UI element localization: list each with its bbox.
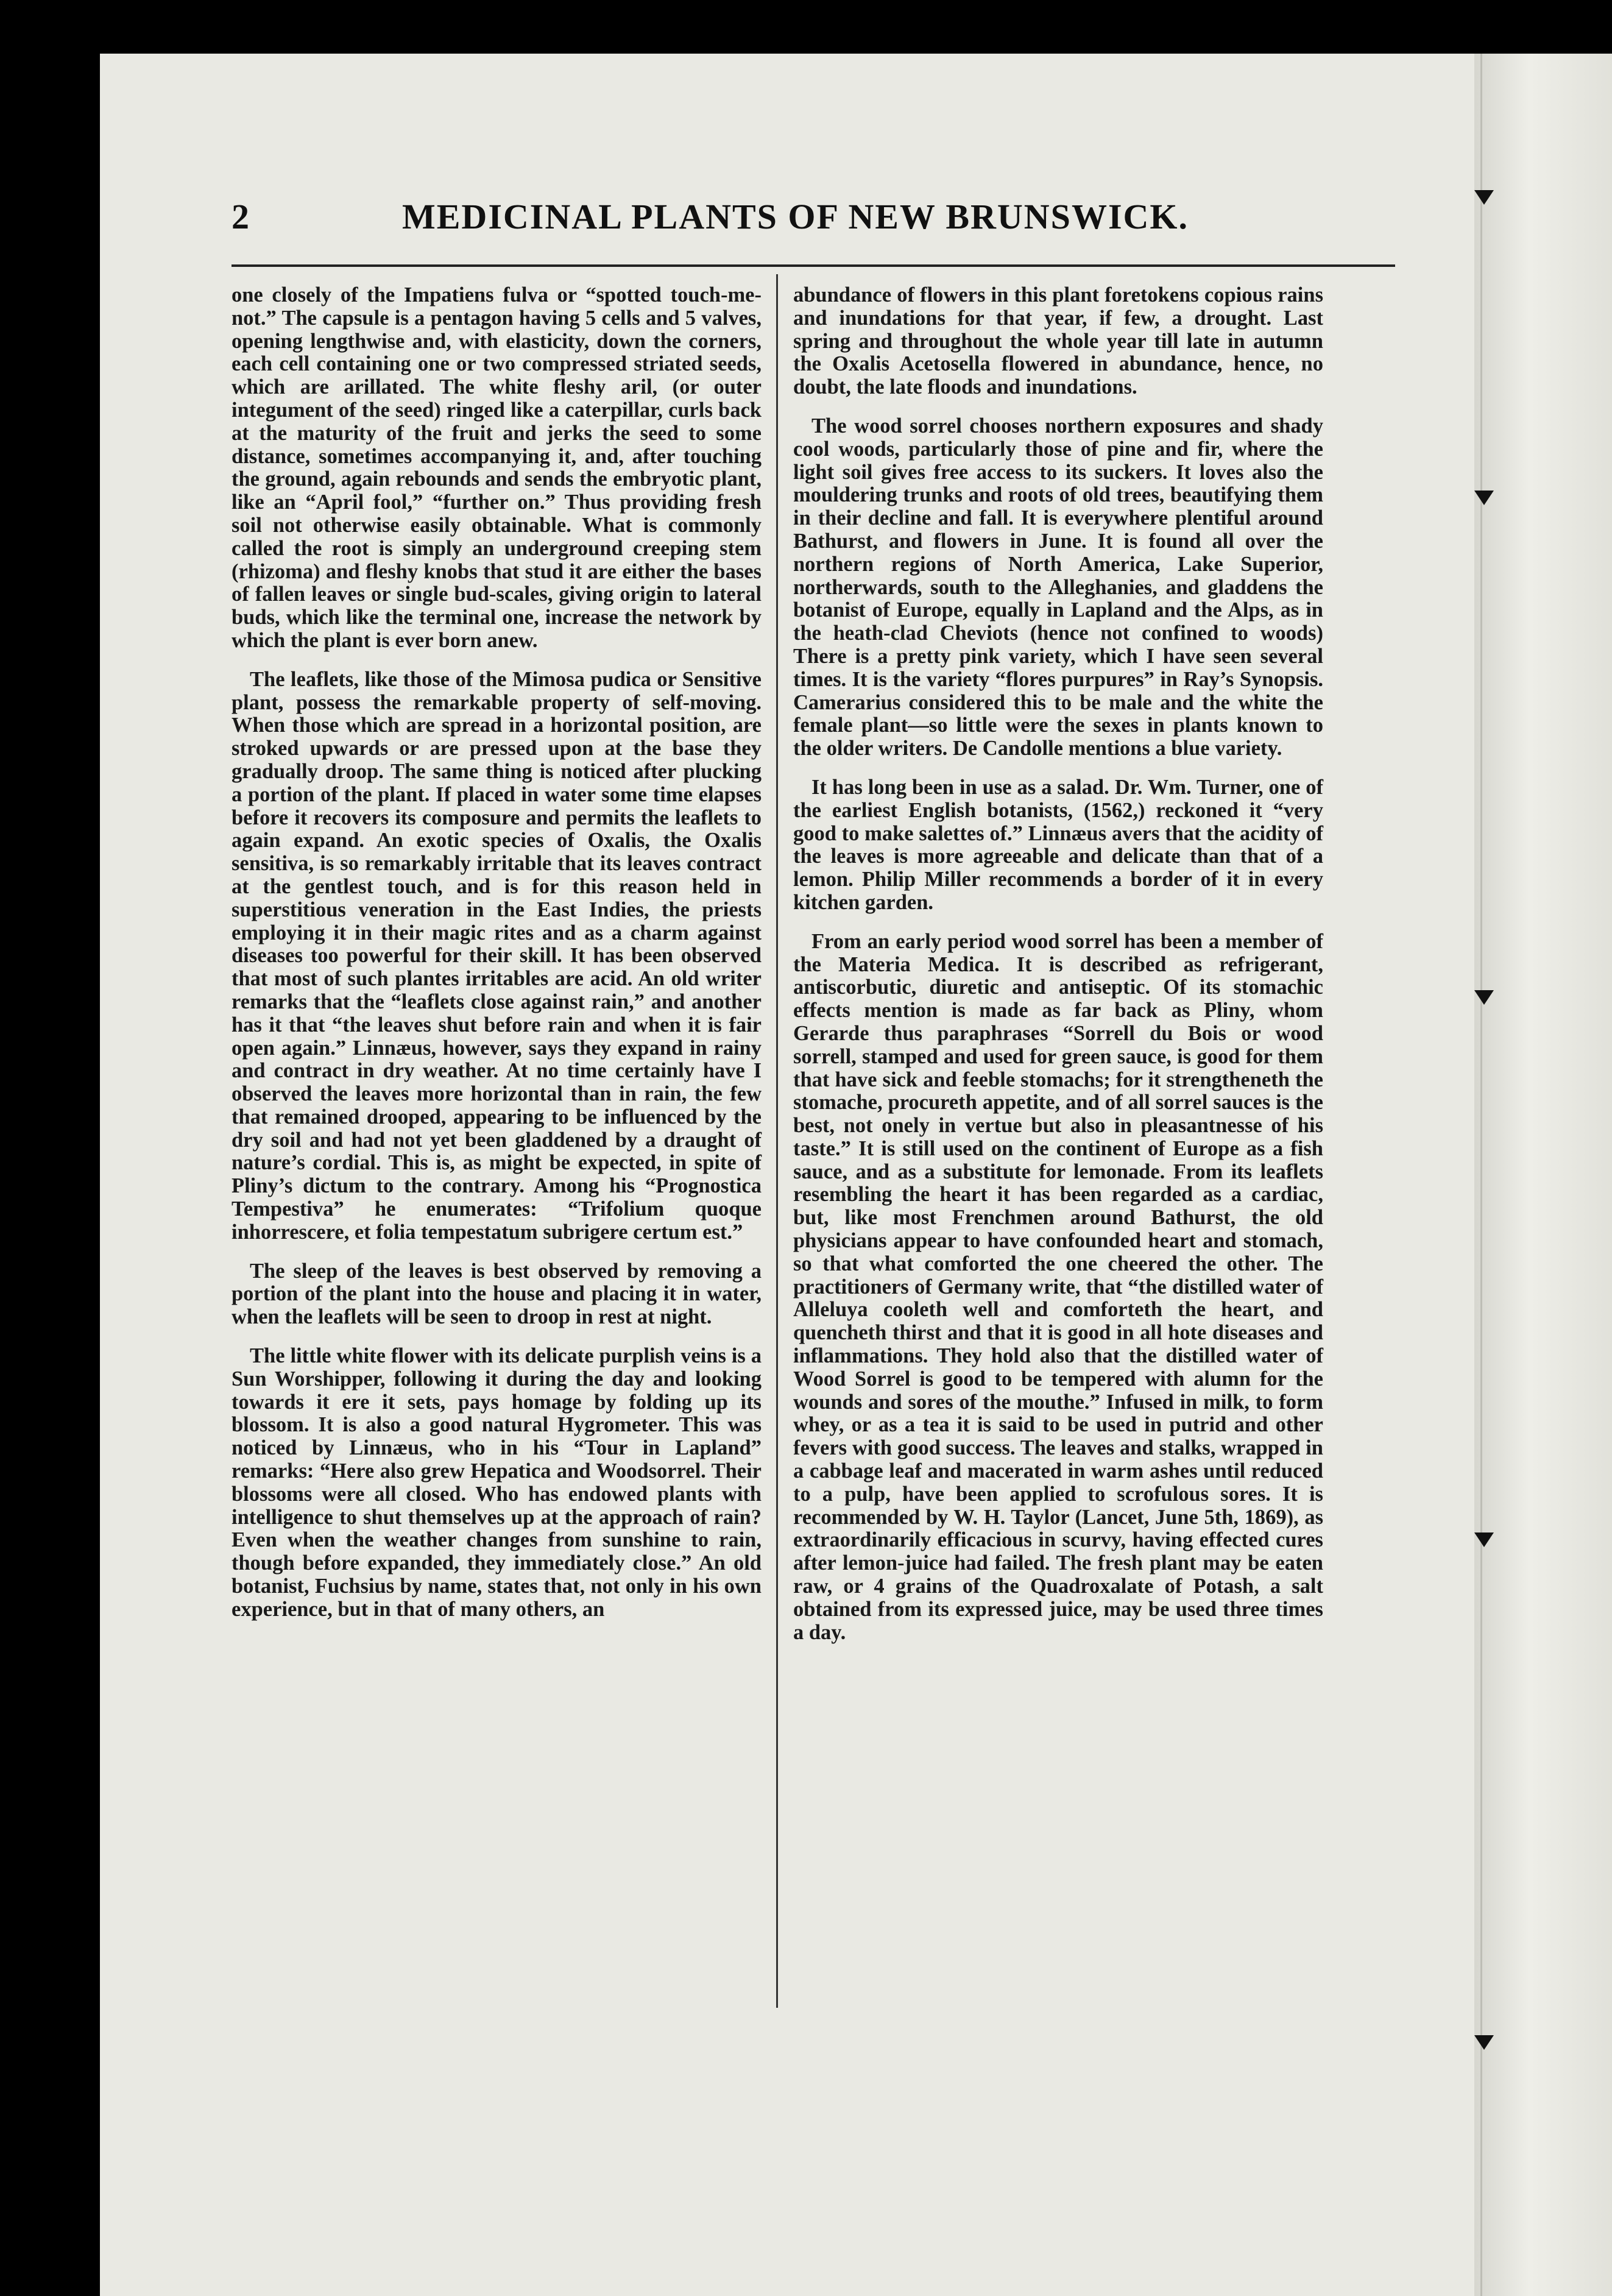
- paragraph: The sleep of the leaves is best observed by removing a portion of the plant into the house and placing it in water, when the leaflets will be seen to droop in rest at night.: [232, 1259, 762, 1329]
- edge-tick-mark: [1474, 190, 1494, 205]
- page-fold-edge: [1474, 54, 1612, 2296]
- left-column: [232, 284, 762, 1637]
- edge-tick-mark: [1474, 2035, 1494, 2050]
- paragraph: It has long been in use as a salad. Dr. Wm. Turner, one of the earliest English botanists, (1562,) reckoned it “very good to make salettes of.” Linnæus avers that the acidity of the leaves is more agreeable and delicate than that of a lemon. Philip Miller recommends a border of it in every kitchen garden.: [793, 775, 1323, 914]
- paragraph: The leaflets, like those of the Mimosa pudica or Sensitive plant, possess the remarkable property of self-moving. When those which are spread in a horizontal position, are stroked upwards or are pressed upon at the base they gradually droop. The same thing is noticed after plucking a portion of the plant. If placed in water some time elapses before it recovers its composure and permits the leaflets to again expand. An exotic species of Oxalis, the Oxalis sensitiva, is so remarkably irritable that its leaves contract at the gentlest touch, and is for this reason held in superstitious veneration in the East Indies, the priests employing it in their magic rites and as a charm against diseases too powerful for their skill. It has been observed that most of such plantes irritables are acid. An old writer remarks that the “leaflets close against rain,” and another has it that “the leaves shut before rain and when it is fair open again.” Linnæus, however, says they expand in rainy and contract in dry weather. At no time certainly have I observed the leaves more horizontal than in rain, the few that remained drooped, appearing to be influenced by the dry soil and had not yet been gladdened by a draught of nature’s cordial. This is, as might be expected, in spite of Pliny’s dictum to the contrary. Among his “Prognostica Tempestiva” he enumerates: “Trifolium quoque inhorrescere, et folia tempestatum subrigere certum est.”: [232, 667, 762, 1244]
- right-column: [793, 284, 1323, 1660]
- edge-tick-mark: [1474, 1532, 1494, 1547]
- paragraph: one closely of the Impatiens fulva or “spotted touch-me-not.” The capsule is a pentagon having 5 cells and 5 valves, opening lengthwise and, with elasticity, down the corners, each cell containing one or two compressed striated seeds, which are arillated. The white fleshy aril, (or outer integument of the seed) ringed like a caterpillar, curls back at the maturity of the fruit and jerks the seed to some distance, sometimes accompanying it, and, after touching the ground, again rebounds and sends the embryotic plant, like an “April fool,” “further on.” Thus providing fresh soil not otherwise easily obtainable. What is commonly called the root is simply an underground creeping stem (rhizoma) and fleshy knobs that stud it are either the bases of fallen leaves or single bud-scales, giving origin to lateral buds, which like the terminal one, increase the network by which the plant is ever born anew.: [232, 283, 762, 652]
- header-rule: [232, 264, 1395, 267]
- fold-crease: [1480, 54, 1482, 2296]
- page-number: 2: [232, 197, 250, 236]
- paragraph: The little white flower with its delicate purplish veins is a Sun Worshipper, following it during the day and looking towards it ere it sets, pays homage by folding up its blossom. It is also a good natural Hygrometer. This was noticed by Linnæus, who in his “Tour in Lapland” remarks: “Here also grew Hepatica and Woodsorrel. Their blossoms were all closed. Who has endowed plants with intelligence to shut themselves up at the approach of rain? Even when the weather changes from sunshine to rain, though before expanded, they immediately close.” An old botanist, Fuchsius by name, states that, not only in his own experience, but in that of many others, an: [232, 1344, 762, 1621]
- paragraph: The wood sorrel chooses northern exposures and shady cool woods, particularly those of pine and fir, where the light soil gives free access to its suckers. It loves also the mouldering trunks and roots of old trees, beautifying them in their decline and fall. It is everywhere plentiful around Bathurst, and flowers in June. It is found all over the northern regions of North America, Lake Superior, northerwards, south to the Alleghanies, and gladdens the botanist of Europe, equally in Lapland and the Alps, as in the heath-clad Cheviots (hence not confined to woods) There is a pretty pink variety, which I have seen several times. It is the variety “flores purpures” in Ray’s Synopsis. Camerarius considered this to be male and the white the female plant—so little were the sexes in plants known to the older writers. De Candolle mentions a blue variety.: [793, 414, 1323, 760]
- paragraph: From an early period wood sorrel has been a member of the Materia Medica. It is described as refrigerant, antiscorbutic, diuretic and antiseptic. Of its stomachic effects mention is made as far back as Pliny, whom Gerarde thus paraphrases “Sorrell du Bois or wood sorrell, stamped and used for green sauce, is good for them that have sick and feeble stomachs; for it strengtheneth the stomache, procureth appetite, and of all sorrel sauces is the best, not onely in vertue but also in pleasantnesse of his taste.” It is still used on the continent of Europe as a fish sauce, and as a substitute for lemonade. From its leaflets resembling the heart it has been regarded as a cardiac, but, like most Frenchmen around Bathurst, the old physicians appear to have confounded heart and stomach, so that what comforted the one cheered the other. The practitioners of Germany write, that “the distilled water of Alleluya cooleth well and comforteth the heart, and quencheth thirst and that it is good in all hote diseases and inflammations. They hold also that the distilled water of Wood Sorrel is good to be tempered with alumn for the wounds and sores of the mouthe.” Infused in milk, to form whey, or as a tea it is said to be used in putrid and other fevers with good success. The leaves and stalks, wrapped in a cabbage leaf and macerated in warm ashes until reduced to a pulp, have been applied to scrofulous sores. It is recommended by W. H. Taylor (Lancet, June 5th, 1869), as extraordinarily efficacious in scurvy, having effected cures after lemon-juice had failed. The fresh plant may be eaten raw, or 4 grains of the Quadroxalate of Potash, a salt obtained from its expressed juice, may be used three times a day.: [793, 929, 1323, 1644]
- page-title: MEDICINAL PLANTS OF NEW BRUNSWICK.: [402, 197, 1189, 236]
- edge-tick-mark: [1474, 990, 1494, 1005]
- column-divider: [776, 274, 778, 2008]
- edge-tick-mark: [1474, 491, 1494, 505]
- paragraph: abundance of flowers in this plant foretokens copious rains and inundations for that year, if few, a drought. Last spring and throughout the whole year till late in autumn the Oxalis Acetosella flowered in abundance, hence, no doubt, the late floods and inundations.: [793, 283, 1323, 399]
